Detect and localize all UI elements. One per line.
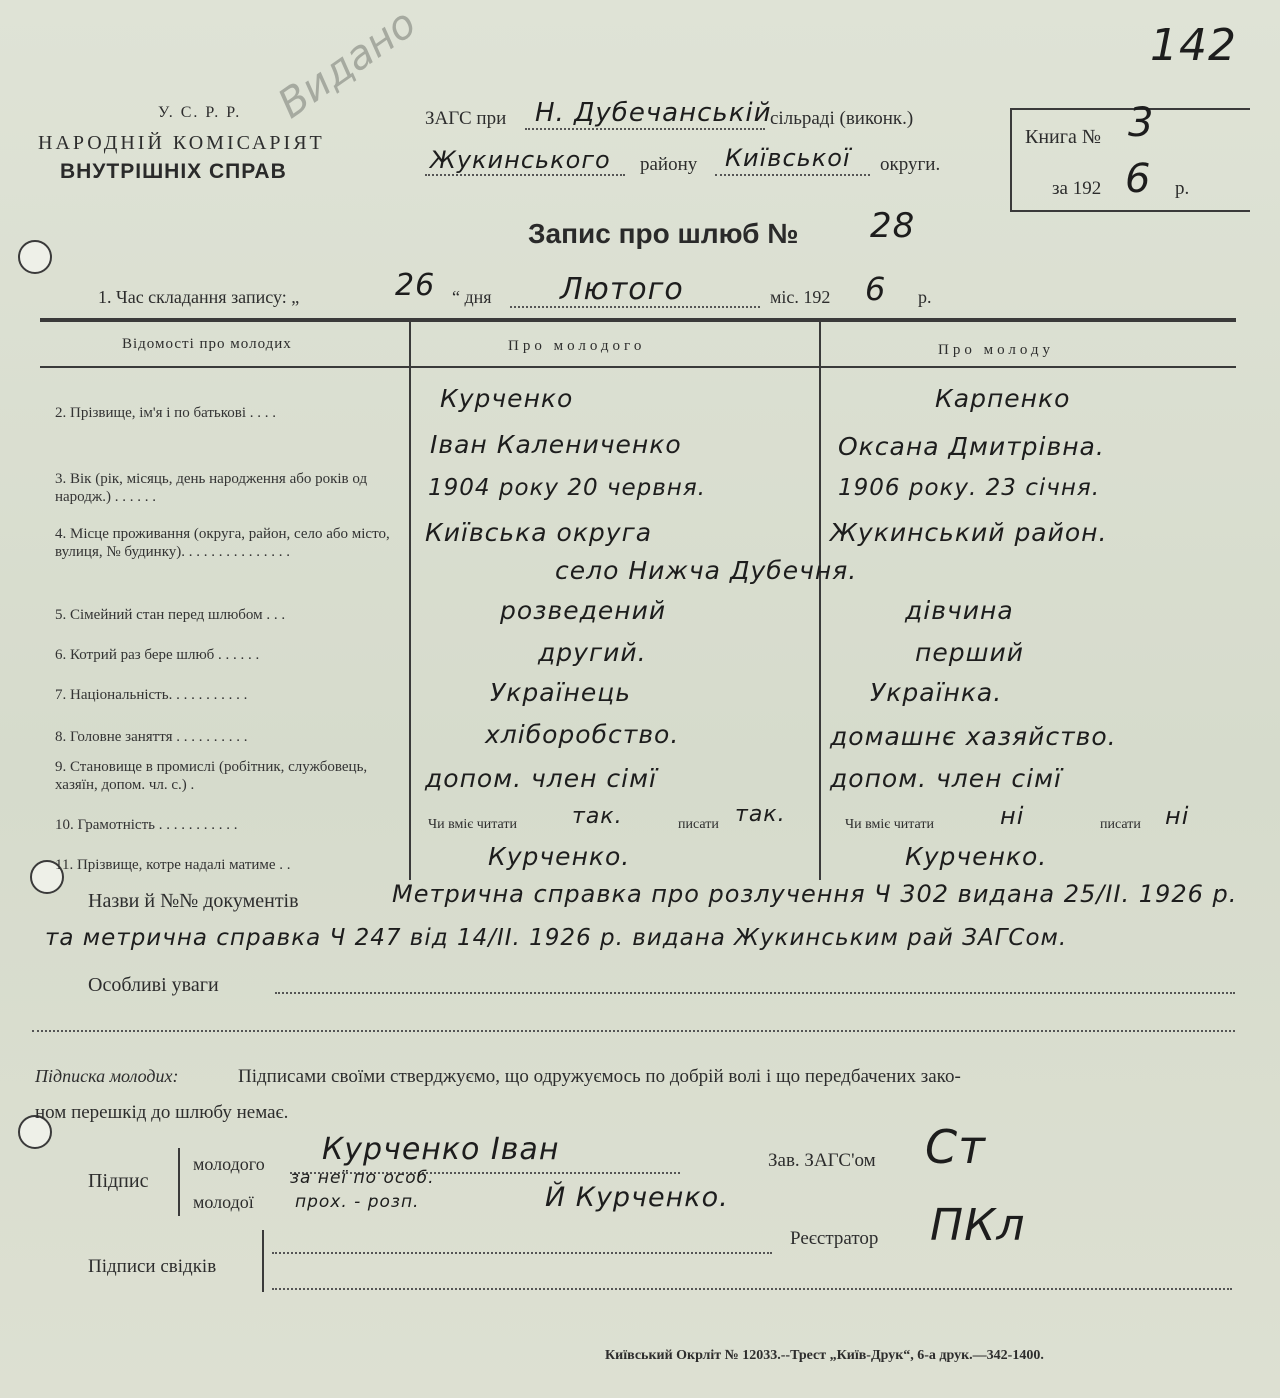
book-year: 6: [1125, 156, 1152, 202]
row-label-marriage-count: 6. Котрий раз бере шлюб . . . . . .: [55, 647, 260, 663]
groom-read-label: Чи вміє читати: [428, 817, 518, 832]
witness-brace: [262, 1230, 264, 1292]
row-label-surname: 2. Прізвище, ім'я і по батькові . . . .: [55, 405, 277, 421]
row-label-residence: 4. Місце проживання (округа, район, село або місто, вулиця, № будинку). . . . . . . . . . . . . . .: [55, 526, 390, 560]
signature-label: Підпис: [88, 1170, 149, 1192]
row-label-occupation: 8. Головне заняття . . . . . . . . . .: [55, 729, 248, 745]
header-line1: У. С. Р. Р.: [158, 104, 242, 121]
item1-day-label: “ дня: [452, 287, 492, 307]
groom-write-label: писати: [678, 817, 719, 832]
residence-village: село Нижча Дубечня.: [555, 556, 858, 585]
registrar-label: Реєстратор: [790, 1228, 879, 1249]
groom-residence: Київська округа: [425, 518, 653, 547]
documents-label: Назви й №№ документів: [88, 890, 299, 912]
remarks-line-2: [32, 1030, 1235, 1032]
bride-write-label: писати: [1100, 817, 1141, 832]
zags-okrug-line: [715, 174, 870, 176]
groom-birth: 1904 року 20 червня.: [428, 475, 706, 501]
groom-signature: Курченко Іван: [322, 1132, 560, 1167]
row-label-age: 3. Вік (рік, місяць, день народження або років од народж.) . . . . . .: [55, 471, 368, 505]
head-signature: Ст: [925, 1120, 986, 1174]
row-label-future-surname: 11. Прізвище, котре надалі матиме . .: [55, 857, 291, 873]
item1-month-label: міс. 192: [770, 287, 831, 307]
page-number: 142: [1150, 20, 1237, 71]
book-box-left: [1010, 108, 1012, 212]
groom-marriage-count: другий.: [538, 638, 647, 667]
bride-signature-note1: за неї по особ.: [290, 1168, 435, 1188]
zags-prefix: ЗАГС при: [425, 108, 507, 129]
table-header-info: Відомості про молодих: [122, 336, 292, 352]
bride-marital-status: дівчина: [905, 596, 1014, 625]
book-box-bottom: [1010, 210, 1250, 212]
groom-signature-label: молодого: [193, 1154, 265, 1174]
groom-future-surname: Курченко.: [488, 842, 631, 871]
bride-birth: 1906 року. 23 січня.: [838, 475, 1101, 501]
bride-name: Оксана Дмитрівна.: [838, 432, 1105, 461]
zags-village-line: [525, 128, 765, 130]
groom-nationality: Українець: [490, 678, 631, 707]
table-col-divider-1: [409, 320, 411, 880]
row-label-nationality: 7. Національність. . . . . . . . . . .: [55, 687, 248, 703]
documents-line2: та метрична справка Ч 247 від 14/II. 1926 р. видана Жукинським рай ЗАГСом.: [45, 925, 1068, 951]
bride-signature: Й Курченко.: [545, 1182, 729, 1213]
record-number: 28: [870, 206, 916, 246]
bride-future-surname: Курченко.: [905, 842, 1048, 871]
bride-signature-note2: прох. - розп.: [295, 1192, 420, 1212]
table-header-groom: Про молодого: [508, 338, 646, 354]
groom-read: так.: [572, 804, 623, 829]
groom-name: Іван Калениченко: [430, 430, 682, 459]
table-col-divider-2: [819, 320, 821, 880]
registrar-signature: ПКл: [930, 1200, 1026, 1251]
zags-okrug-label: округи.: [880, 154, 941, 175]
bride-marriage-count: перший: [915, 638, 1024, 667]
remarks-line-1: [275, 992, 1235, 994]
punch-hole: [18, 240, 52, 274]
item1-label: 1. Час складання запису: „: [98, 287, 300, 307]
zags-suffix: сільраді (виконк.): [770, 108, 914, 129]
item1-month: Лютого: [560, 272, 684, 307]
groom-write: так.: [735, 802, 786, 827]
item1-year: 6: [865, 270, 887, 308]
book-year-label: за 192: [1052, 178, 1102, 199]
witness-line-1: [272, 1252, 772, 1254]
bride-nationality: Українка.: [870, 678, 1003, 707]
row-label-literacy: 10. Грамотність . . . . . . . . . . .: [55, 817, 238, 833]
row-label-position: 9. Становище в промислі (робітник, службовець, хазяїн, допом. чл. с.) .: [55, 759, 368, 793]
header-line2: НАРОДНІЙ КОМІСАРІЯТ: [38, 132, 325, 154]
footer-imprint: Київський Окрліт № 12033.--Трест „Київ-Друк“, 6-а друк.—342-1400.: [605, 1348, 1044, 1363]
groom-surname: Курченко: [440, 384, 574, 413]
table-header-border: [40, 366, 1236, 368]
witness-line-2: [272, 1288, 1232, 1290]
book-year-suffix: р.: [1175, 178, 1190, 199]
bride-surname: Карпенко: [935, 384, 1071, 413]
header-line3: ВНУТРІШНІХ СПРАВ: [60, 160, 287, 183]
documents-line1: Метрична справка про розлучення Ч 302 видана 25/II. 1926 р.: [392, 880, 1238, 908]
item1-month-line: [510, 306, 760, 308]
signature-brace: [178, 1148, 180, 1216]
bride-occupation: домашнє хазяйство.: [830, 722, 1117, 751]
statement-text1: Підписами своїми стверджуємо, що одружуємось по добрій волі і що передбачених зако-: [238, 1066, 961, 1087]
bride-read: ні: [1000, 802, 1025, 830]
bride-position: допом. член сімї: [830, 764, 1062, 793]
bride-signature-label: молодої: [193, 1192, 254, 1212]
table-top-border: [40, 318, 1236, 322]
bride-residence: Жукинський район.: [830, 518, 1108, 547]
zags-district-line: [425, 174, 625, 176]
remarks-label: Особливі уваги: [88, 974, 219, 996]
bride-read-label: Чи вміє читати: [845, 817, 935, 832]
head-label: Зав. ЗАГС'ом: [768, 1150, 876, 1171]
pencil-note: Видано: [270, 0, 425, 128]
groom-occupation: хліборобство.: [485, 720, 680, 749]
zags-village: Н. Дубечанській: [535, 98, 772, 128]
record-title: Запис про шлюб №: [528, 218, 799, 249]
book-number: 3: [1128, 100, 1155, 146]
groom-position: допом. член сімї: [425, 764, 657, 793]
table-header-bride: Про молоду: [938, 342, 1055, 358]
row-label-marital-status: 5. Сімейний стан перед шлюбом . . .: [55, 607, 286, 623]
book-label: Книга №: [1025, 126, 1101, 148]
item1-year-suffix: р.: [918, 287, 932, 307]
bride-write: ні: [1165, 802, 1190, 830]
statement-lead: Підписка молодих:: [35, 1066, 179, 1086]
statement-text2: ном перешкід до шлюбу немає.: [35, 1102, 289, 1123]
zags-district-label: району: [640, 154, 698, 175]
zags-okrug: Київської: [725, 144, 851, 172]
item1-day: 26: [395, 268, 436, 303]
zags-district: Жукинського: [430, 146, 611, 174]
groom-marital-status: розведений: [500, 596, 667, 625]
witnesses-label: Підписи свідків: [88, 1256, 217, 1277]
